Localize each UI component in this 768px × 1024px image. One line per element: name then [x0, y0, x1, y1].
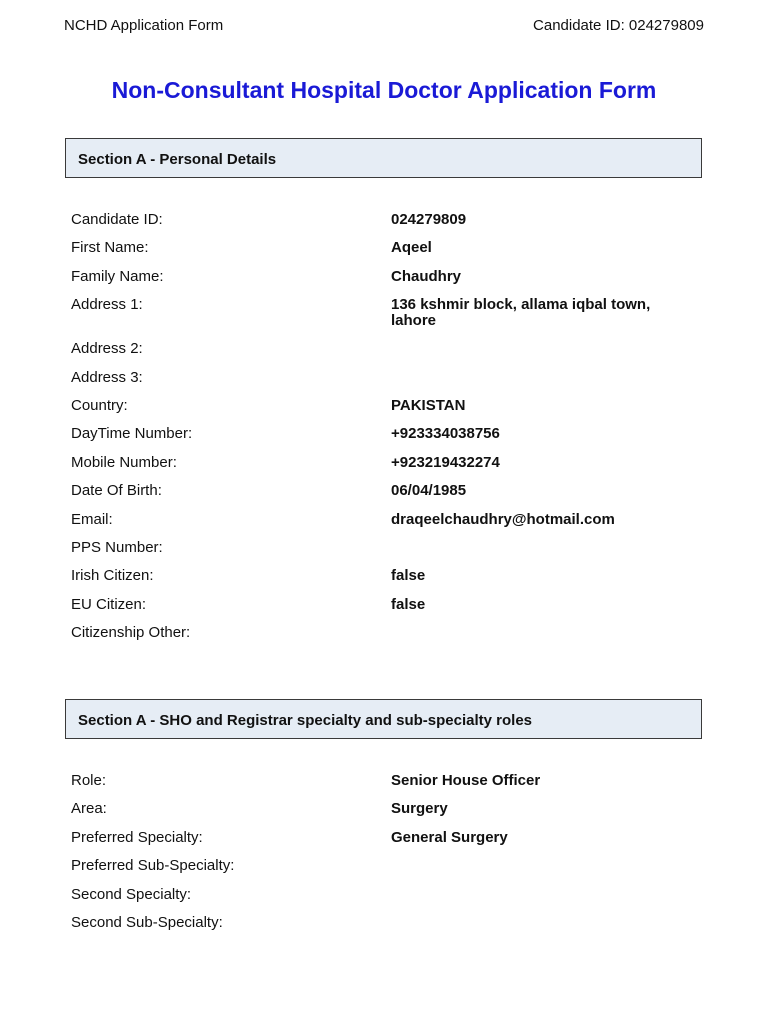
field-label: Second Sub-Specialty: — [71, 913, 223, 931]
field-row-candidate-id — [71, 212, 691, 240]
field-value: draqeelchaudhry@hotmail.com — [391, 510, 615, 528]
field-label: PPS Number: — [71, 538, 163, 556]
field-value: 06/04/1985 — [391, 482, 467, 500]
field-value: Surgery — [391, 800, 448, 818]
header-candidate-id: Candidate ID: 024279809 — [533, 17, 704, 34]
section-heading: Section A - SHO and Registrar specialty and sub-specialty roles — [78, 712, 533, 729]
field-row-second-specialty — [71, 887, 691, 915]
field-label: Role: — [71, 772, 107, 789]
field-label: Email: — [71, 510, 113, 528]
field-label: EU Citizen: — [71, 595, 147, 613]
field-value: PAKISTAN — [391, 396, 466, 414]
field-row-address-2 — [71, 341, 691, 369]
field-value: +923219432274 — [391, 453, 500, 471]
field-label: Mobile Number: — [71, 453, 177, 471]
specialty-roles-fields — [71, 773, 691, 943]
field-row-family-name — [71, 269, 691, 297]
field-label: Preferred Sub-Specialty: — [71, 857, 235, 875]
field-row-country — [71, 398, 691, 426]
field-label: Irish Citizen: — [71, 567, 154, 585]
personal-details-fields — [71, 212, 691, 653]
field-row-address-3 — [71, 370, 691, 398]
section-header-specialty-roles — [65, 699, 702, 739]
field-row-area — [71, 801, 691, 829]
field-row-first-name — [71, 240, 691, 268]
field-label: Second Specialty: — [71, 885, 192, 903]
header-form-name: NCHD Application Form — [64, 17, 224, 34]
field-row-preferred-specialty — [71, 830, 691, 858]
field-value: 024279809 — [391, 211, 467, 228]
field-label: Date Of Birth: — [71, 482, 162, 500]
field-label: Country: — [71, 396, 128, 414]
running-header — [64, 17, 704, 37]
field-label: DayTime Number: — [71, 425, 193, 443]
field-label: Address 3: — [71, 368, 143, 386]
field-value: General Surgery — [391, 828, 508, 846]
field-label: Address 1: — [71, 296, 143, 314]
field-label: Family Name: — [71, 267, 164, 285]
field-label: Citizenship Other: — [71, 624, 191, 642]
field-row-mobile-number — [71, 455, 691, 483]
field-row-irish-citizen — [71, 568, 691, 596]
field-value: 136 kshmir block, allama iqbal town, lahore — [391, 296, 651, 330]
field-label: Area: — [71, 800, 107, 818]
field-row-preferred-sub-specialty — [71, 858, 691, 886]
field-value: Senior House Officer — [391, 772, 541, 789]
field-row-daytime-number — [71, 426, 691, 454]
page-title: Non-Consultant Hospital Doctor Application Form — [111, 77, 657, 103]
field-label: Preferred Specialty: — [71, 828, 203, 846]
field-label: Candidate ID: — [71, 211, 163, 228]
field-row-pps-number — [71, 540, 691, 568]
field-row-eu-citizen — [71, 597, 691, 625]
field-row-email — [71, 512, 691, 540]
field-label: First Name: — [71, 239, 149, 257]
field-row-role — [71, 773, 691, 801]
field-value: +923334038756 — [391, 425, 500, 443]
field-row-citizenship-other — [71, 625, 691, 653]
field-label: Address 2: — [71, 340, 143, 358]
field-value: false — [391, 567, 426, 585]
field-row-date-of-birth — [71, 483, 691, 511]
section-header-personal-details — [65, 138, 702, 178]
field-value: Aqeel — [391, 239, 432, 257]
section-heading: Section A - Personal Details — [78, 151, 277, 168]
field-row-second-sub-specialty — [71, 915, 691, 943]
field-value: false — [391, 595, 426, 613]
field-row-address-1 — [71, 297, 691, 341]
field-value: Chaudhry — [391, 267, 462, 285]
